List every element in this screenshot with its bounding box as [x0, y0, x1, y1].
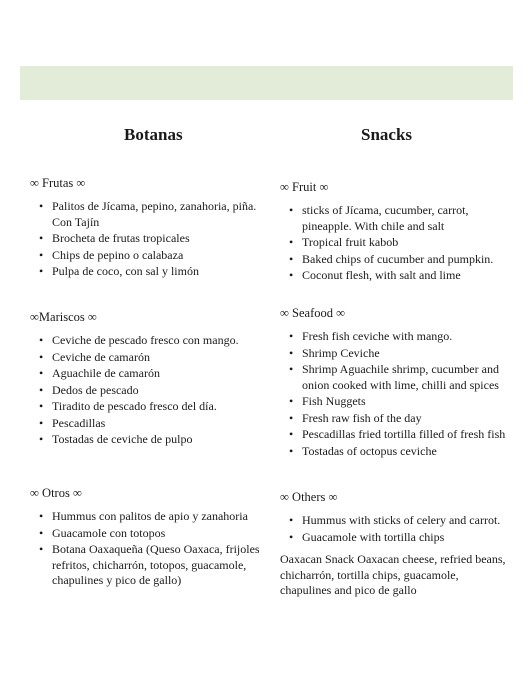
- item-list: [30, 333, 266, 448]
- section-otros: [30, 486, 266, 589]
- item-list: [30, 199, 266, 280]
- list-item: • Tostadas of octopus ceviche: [302, 444, 510, 460]
- section-heading: ∞ Fruit ∞: [280, 180, 329, 194]
- section-frutas: [30, 176, 266, 280]
- list-item: • Shrimp Ceviche: [302, 346, 510, 362]
- item-list: [280, 203, 510, 284]
- oaxacan-snack-description: Oaxacan Snack Oaxacan cheese, refried beans, chicharrón, tortilla chips, guacamole, chapulines and pico de gallo: [280, 552, 506, 597]
- item-list: [30, 509, 266, 589]
- list-item: • sticks of Jícama, cucumber, carrot, pineapple. With chile and salt: [302, 203, 510, 234]
- list-item: • Dedos de pescado: [52, 383, 266, 399]
- list-item: • Fresh raw fish of the day: [302, 411, 510, 427]
- list-item: • Fresh fish ceviche with mango.: [302, 329, 510, 345]
- list-item: • Baked chips of cucumber and pumpkin.: [302, 252, 510, 268]
- section-heading: ∞ Otros ∞: [30, 486, 82, 500]
- section-fruit: [280, 180, 510, 284]
- list-item: • Tostadas de ceviche de pulpo: [52, 432, 266, 448]
- list-item: • Pescadillas: [52, 416, 266, 432]
- title-botanas: Botanas: [124, 125, 183, 144]
- list-item: • Chips de pepino o calabaza: [52, 248, 266, 264]
- list-item: • Tropical fruit kabob: [302, 235, 510, 251]
- list-item: • Coconut flesh, with salt and lime: [302, 268, 510, 284]
- section-seafood: [280, 306, 510, 459]
- section-heading: ∞ Frutas ∞: [30, 176, 86, 190]
- list-item: • Guacamole con totopos: [52, 526, 266, 542]
- list-item: • Brocheta de frutas tropicales: [52, 231, 266, 247]
- list-item: • Ceviche de camarón: [52, 350, 266, 366]
- list-item: • Fish Nuggets: [302, 394, 510, 410]
- list-item: • Guacamole with tortilla chips: [302, 530, 510, 546]
- list-item: • Tiradito de pescado fresco del día.: [52, 399, 266, 415]
- list-item: • Hummus con palitos de apio y zanahoria: [52, 509, 266, 525]
- header-banner: [20, 66, 513, 100]
- title-snacks: Snacks: [361, 125, 413, 144]
- list-item: • Palitos de Jícama, pepino, zanahoria, piña. Con Tajín: [52, 199, 266, 230]
- section-heading: ∞ Others ∞: [280, 490, 338, 504]
- list-item: • Pescadillas fried tortilla filled of fresh fish: [302, 427, 510, 443]
- section-heading: ∞ Seafood ∞: [280, 306, 346, 320]
- list-item: • Aguachile de camarón: [52, 366, 266, 382]
- section-mariscos: [30, 310, 266, 448]
- list-item: • Hummus with sticks of celery and carrot.: [302, 513, 510, 529]
- item-list: [280, 513, 510, 545]
- section-heading: ∞Mariscos ∞: [30, 310, 97, 324]
- list-item: • Shrimp Aguachile shrimp, cucumber and onion cooked with lime, chilli and spices: [302, 362, 510, 393]
- section-others: [280, 490, 510, 599]
- list-item: • Botana Oaxaqueña (Queso Oaxaca, frijoles refritos, chicharrón, totopos, guacamole, chapulines y pico de gallo): [52, 542, 266, 589]
- list-item: • Ceviche de pescado fresco con mango.: [52, 333, 266, 349]
- list-item: • Pulpa de coco, con sal y limón: [52, 264, 266, 280]
- item-list: [280, 329, 510, 459]
